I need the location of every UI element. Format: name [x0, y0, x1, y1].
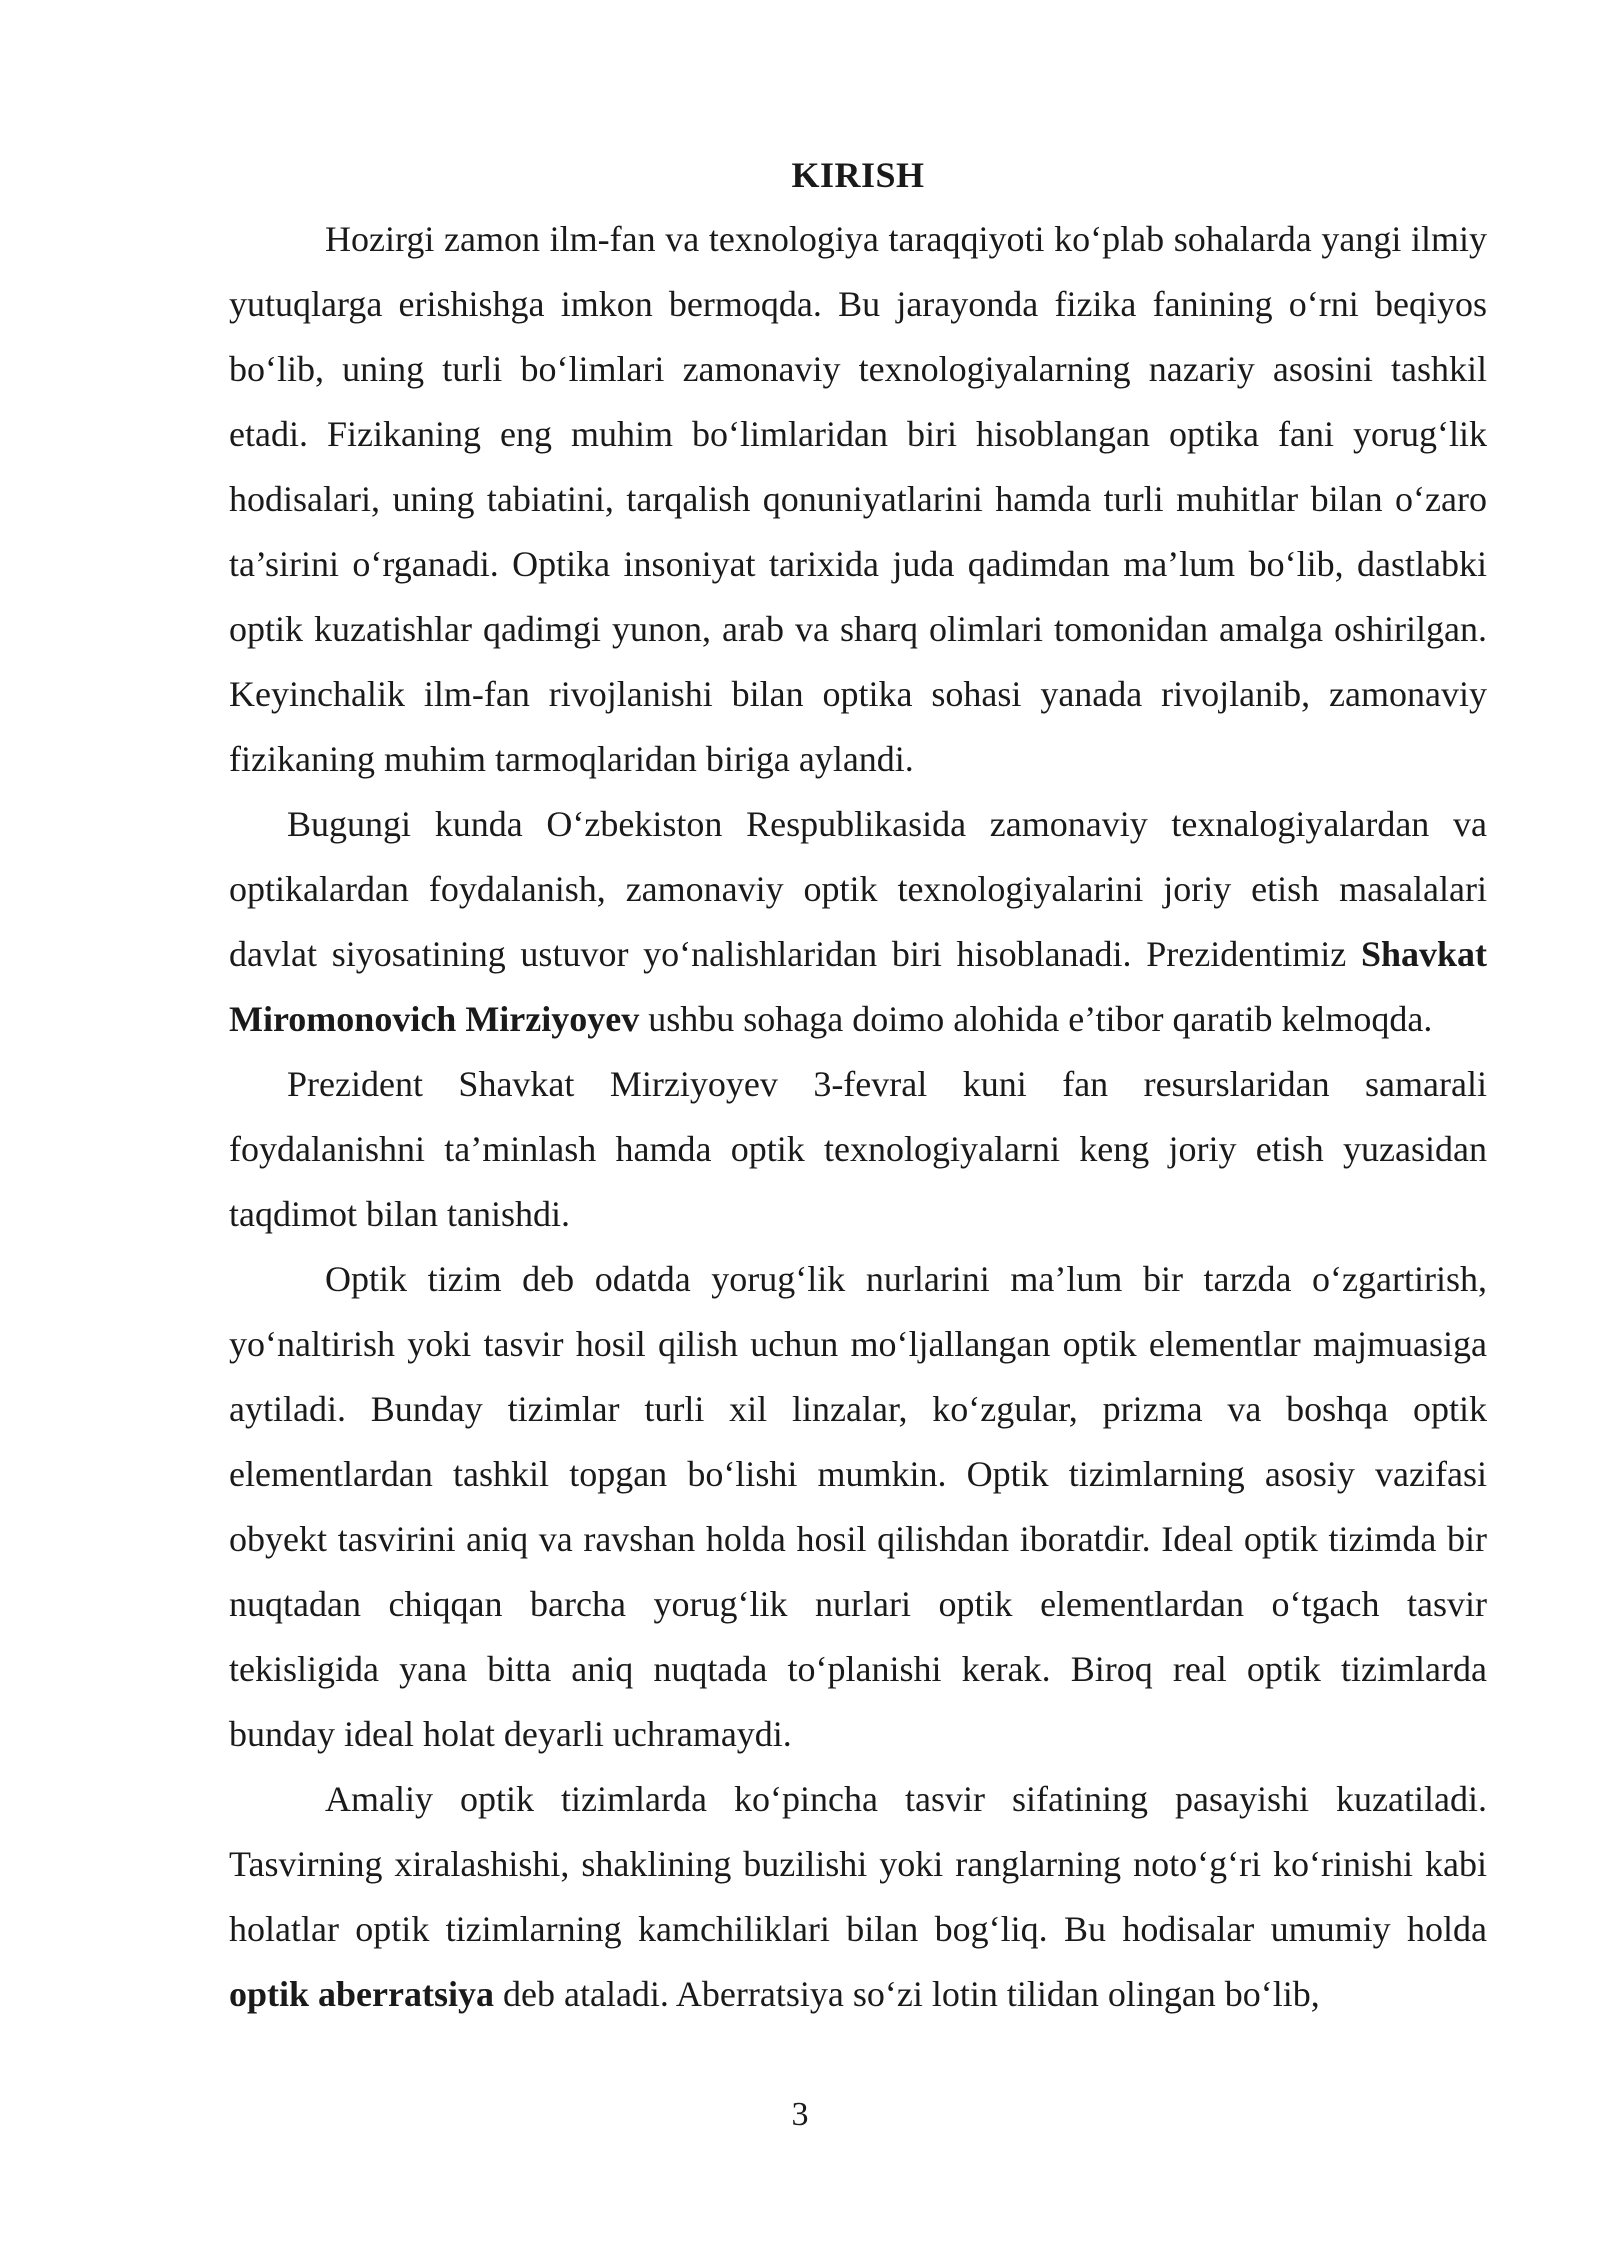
term-optical-aberration-bold: optik aberratsiya [229, 1974, 494, 2014]
paragraph-introduction [229, 207, 1487, 792]
president-name-bold: Shavkat Miromonovich Mirziyoyev [229, 934, 1487, 1039]
paragraph-optical-system [229, 1247, 1487, 1767]
paragraph-text: Hozirgi zamon ilm-fan va texnologiya taraqqiyoti ko‘plab sohalarda yangi ilmiy yutuqlarga erishishga imkon bermoqda. Bu jarayonda fizika fanining o‘rni beqiyos bo‘lib, uning turli bo‘limlari zamonaviy texnologiyalarning nazariy asosini tashkil etadi. Fizikaning eng muhim bo‘limlaridan biri hisoblangan optika fani yorug‘lik hodisalari, uning tabiatini, tarqalish qonuniyatlarini hamda turli muhitlar bilan o‘zaro ta’sirini o‘rganadi. Optika insoniyat tarixida juda qadimdan ma’lum bo‘lib, dastlabki optik kuzatishlar qadimgi yunon, arab va sharq olimlari tomonidan amalga oshirilgan. Keyinchalik ilm-fan rivojlanishi bilan optika sohasi yanada rivojlanib, zamonaviy fizikaning muhim tarmoqlaridan biriga aylandi. [229, 219, 1487, 779]
paragraph-aberration [229, 1767, 1487, 2027]
paragraph-uzbekistan-policy [229, 792, 1487, 1052]
paragraph-text: Optik tizim deb odatda yorug‘lik nurlarini ma’lum bir tarzda o‘zgartirish, yo‘naltirish yoki tasvir hosil qilish uchun mo‘ljallangan optik elementlar majmuasiga aytiladi. Bunday tizimlar turli xil linzalar, ko‘zgular, prizma va boshqa optik elementlardan tashkil topgan bo‘lishi mumkin. Optik tizimlarning asosiy vazifasi obyekt tasvirini aniq va ravshan holda hosil qilishdan iboratdir. Ideal optik tizimda bir nuqtadan chiqqan barcha yorug‘lik nurlari optik elementlardan o‘tgach tasvir tekisligida yana bitta aniq nuqtada to‘planishi kerak. Biroq real optik tizimlarda bunday ideal holat deyarli uchramaydi. [229, 1259, 1487, 1754]
paragraph-text: Amaliy optik tizimlarda ko‘pincha tasvir sifatining pasayishi kuzatiladi. Tasvirning xiralashishi, shaklining buzilishi yoki ranglarning noto‘g‘ri ko‘rinishi kabi holatlar optik tizimlarning kamchiliklari bilan bog‘liq. Bu hodisalar umumiy holda [229, 1779, 1487, 1949]
page-number: 3 [791, 2096, 809, 2133]
paragraph-text: Bugungi kunda O‘zbekiston Respublikasida zamonaviy texnalogiyalardan va optikalardan foydalanish, zamonaviy optik texnologiyalarini joriy etish masalalari davlat siyosatining ustuvor yo‘nalishlaridan biri hisoblanadi. Prezidentimiz [229, 804, 1487, 974]
page-title: KIRISH [791, 155, 925, 195]
paragraph-text: ushbu sohaga doimo alohida e’tibor qaratib kelmoqda. [639, 999, 1433, 1039]
paragraph-presentation [229, 1052, 1487, 1247]
paragraph-text: Prezident Shavkat Mirziyoyev 3-fevral kuni fan resurslaridan samarali foydalanishni ta’minlash hamda optik texnologiyalarni keng joriy etish yuzasidan taqdimot bilan tanishdi. [229, 1064, 1487, 1234]
document-page [229, 150, 1487, 2027]
paragraph-text: deb ataladi. Aberratsiya so‘zi lotin tilidan olingan bo‘lib, [494, 1974, 1320, 2014]
